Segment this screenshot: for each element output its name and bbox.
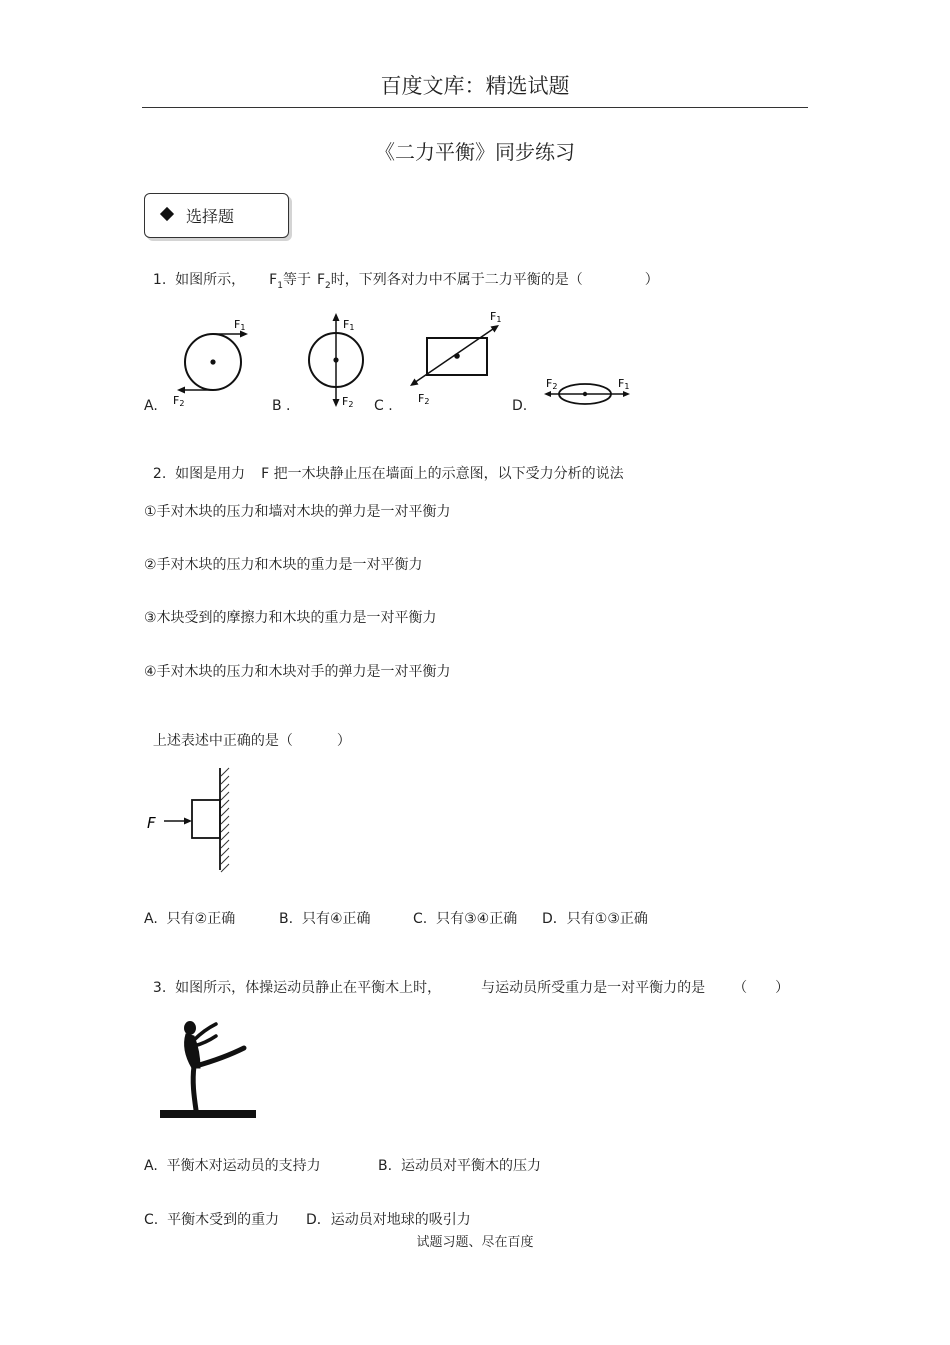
q1-f1-subscript: 1	[277, 280, 283, 291]
q2-option-c[interactable]: C. 只有③④正确	[413, 911, 518, 927]
q2-option-b[interactable]: B. 只有④正确	[279, 911, 371, 927]
gymnast-silhouette	[185, 1022, 245, 1111]
q1-f2-symbol: F	[316, 272, 326, 288]
q1-figure-a	[173, 318, 248, 408]
q3-option-d[interactable]: D．运动员对地球的吸引力	[306, 1212, 471, 1228]
q1-option-c[interactable]: C .	[374, 398, 393, 414]
diamond-bullet-icon	[160, 207, 174, 221]
q2-statement-4: ④手对木块的压力和木块对手的弹力是一对平衡力	[144, 664, 451, 680]
q1-stem-paren: ）	[644, 272, 659, 288]
q1-option-d[interactable]: D.	[512, 398, 528, 414]
q1-option-a[interactable]: A.	[144, 398, 158, 414]
q2-statement-1: ①手对木块的压力和墙对木块的弹力是一对平衡力	[144, 504, 451, 520]
q2-statement-2: ②手对木块的压力和木块的重力是一对平衡力	[144, 557, 423, 573]
q1-stem-part: 1. 如图所示，	[152, 272, 246, 288]
q2-statement-3: ③木块受到的摩擦力和木块的重力是一对平衡力	[144, 610, 437, 626]
balance-beam	[160, 1110, 256, 1118]
q2-fig-f-label: F	[147, 814, 156, 832]
q1-f2-subscript: 2	[325, 280, 331, 291]
question-3-stem	[144, 961, 789, 997]
q1-option-b[interactable]: B .	[272, 398, 291, 414]
q2-stem-part: 2. 如图是用力	[152, 466, 246, 482]
page-footer: 试题习题、尽在百度	[416, 1235, 534, 1250]
q1-stem-equal: 等于	[282, 272, 311, 288]
fig-a-f1-label: F1	[234, 318, 246, 332]
q2-option-a[interactable]: A. 只有②正确	[144, 911, 236, 927]
q3-stem-middle: 与运动员所受重力是一对平衡力的是	[481, 980, 706, 996]
q1-figure-b	[309, 313, 363, 409]
document-title: 《二力平衡》同步练习	[375, 140, 575, 164]
header-title: 百度文库：精选试题	[380, 74, 570, 98]
section-heading-label: 选择题	[186, 207, 235, 226]
q3-option-c[interactable]: C. 平衡木受到的重力	[144, 1212, 280, 1228]
question-2-stem	[144, 447, 624, 483]
q2-option-d[interactable]: D．只有①③正确	[542, 911, 648, 927]
q2-question-text: 上述表述中正确的是（	[152, 733, 293, 749]
q3-stem-paren: （ ）	[733, 980, 790, 996]
q1-f1-symbol: F	[269, 272, 278, 288]
fig-d-f1-label: F1	[618, 377, 630, 391]
fig-b-f2-label: F2	[342, 395, 354, 409]
q2-figure	[140, 762, 250, 877]
fig-d-f2-label: F2	[546, 377, 558, 391]
fig-b-f1-label: F1	[343, 318, 355, 332]
q2-question	[144, 714, 351, 750]
header-divider	[142, 107, 808, 108]
q3-figure	[150, 1010, 265, 1122]
q1-stem-rest: 时，下列各对力中不属于二力平衡的是（	[330, 272, 583, 288]
q3-stem-part: 3. 如图所示，体操运动员静止在平衡木上时，	[152, 980, 442, 996]
q1-figures	[140, 305, 660, 420]
question-1-stem	[144, 253, 659, 291]
section-heading-box	[144, 193, 289, 238]
q1-figure-c	[410, 310, 501, 406]
fig-c-f2-label: F2	[418, 392, 430, 406]
fig-a-f2-label: F2	[173, 394, 185, 408]
q1-figure-d	[544, 377, 630, 404]
fig-c-f1-label: F1	[490, 310, 502, 324]
q3-option-a[interactable]: A. 平衡木对运动员的支持力	[144, 1158, 321, 1174]
q3-option-b[interactable]: B. 运动员对平衡木的压力	[378, 1158, 541, 1174]
q2-question-paren: ）	[336, 733, 351, 749]
q2-stem-rest: F 把一木块静止压在墙面上的示意图，以下受力分析的说法	[261, 466, 624, 482]
